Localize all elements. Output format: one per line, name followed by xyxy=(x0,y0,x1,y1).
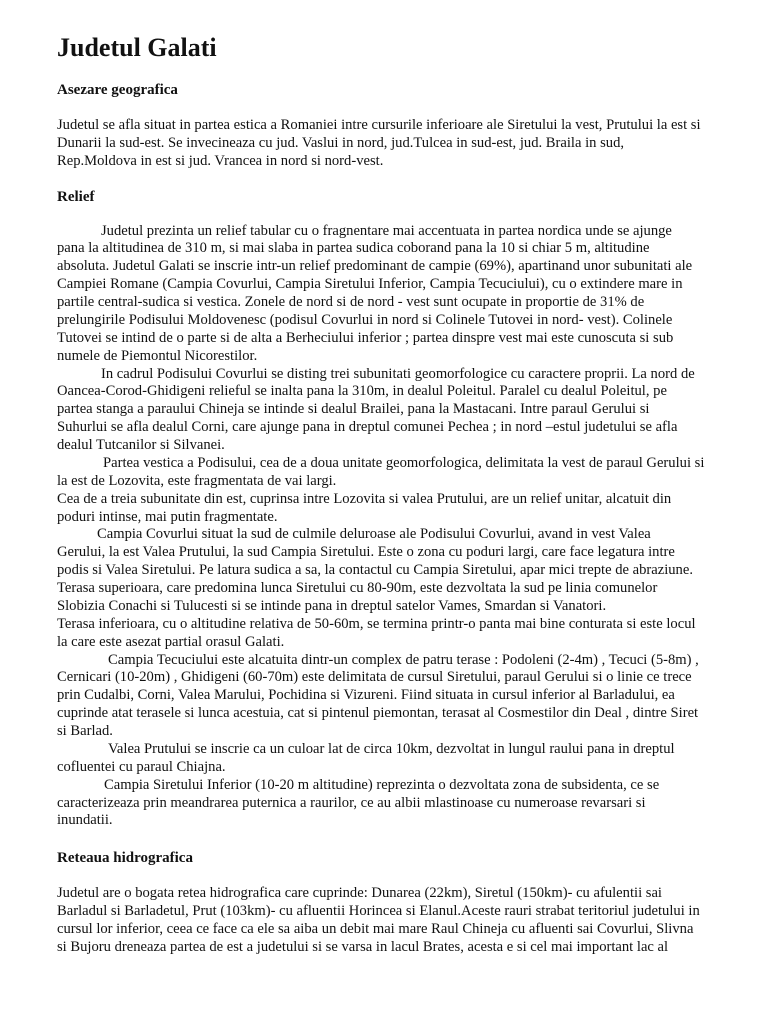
paragraph xyxy=(57,491,737,527)
text-line: prelungirile Podisului Moldovenesc (podisul Covurlui in nord si Colinele Tutovei in nord- vest). Colinele xyxy=(57,311,673,328)
text-line: podis si Valea Siretului. Pe latura sudica a sa, la contactul cu Campia Siretului, apar mici trepte de abraziune. xyxy=(57,562,693,579)
text-line: Cernicari (10-20m) , Ghidigeni (60-70m) este delimitata de cursul Siretului, paraul Gerului si o linie ce trece xyxy=(57,669,692,686)
document-title: Judetul Galati xyxy=(57,33,217,62)
text-line: Terasa superioara, care predomina lunca Siretului cu 80-90m, este dezvoltata la sud pe linia comunelor xyxy=(57,580,658,596)
text-line: prin Cudalbi, Corni, Valea Marului, Pochidina si Vizureni. Fiind situata in cursul inferior al Barladului, ea xyxy=(57,687,675,704)
text-line: Valea Prutului se inscrie ca un culoar lat de circa 10km, dezvoltat in lungul raului pana in dreptul xyxy=(108,740,675,757)
text-line: Campia Covurlui situat la sud de culmile deluroase ale Podisului Covurlui, avand in vest Valea xyxy=(97,526,651,543)
text-line: partea stanga a paraului Chineja se intinde si dealul Brailei, pana la Mastacani. Intre paraul Gerului si xyxy=(57,401,650,418)
text-line: Dunarii la sud-est. Se invecineaza cu jud. Vaslui in nord, jud.Tulcea in sud-est, jud. Braila in sud, xyxy=(57,134,625,151)
text-line: Judetul se afla situat in partea estica a Romaniei intre cursurile inferioare ale Siretului la vest, Prutului la est si xyxy=(57,116,701,133)
section-heading: Asezare geografica xyxy=(57,82,178,98)
paragraph xyxy=(57,455,737,491)
text-line: caracterizeaza prin meandrarea puternica a raurilor, ce au albii mlastinoase cu numeroase revarsari si xyxy=(57,794,646,811)
text-line: Campiei Romane (Campia Covurlui, Campia Siretului Inferior, Campia Tecuciului), cu o extindere mare in xyxy=(57,276,683,293)
text-line: Oancea-Corod-Ghidigeni relieful se inalta pana la 310m, in dealul Poleitul. Paralel cu dealul Poleitul, pe xyxy=(57,383,667,400)
paragraph xyxy=(57,777,737,831)
text-line: la est de Lozovita, este fragmentata de vai largi. xyxy=(57,472,337,489)
text-line: si Bujoru dreneaza partea de est a judetului si se varsa in lacul Brates, acesta e si cel mai important lac al xyxy=(57,938,669,955)
text-line: la care este asezat partial orasul Galati. xyxy=(57,633,285,650)
paragraph xyxy=(57,580,737,616)
paragraph xyxy=(57,652,737,741)
text-line: Campia Tecuciului este alcatuita dintr-un complex de patru terase : Podoleni (2-4m) , Tecuci (5-8m) , xyxy=(108,651,699,668)
text-line: inundatii. xyxy=(57,812,113,829)
text-line: poduri intinse, mai putin fragmentate. xyxy=(57,508,278,525)
paragraph xyxy=(57,526,737,580)
text-line: partile central-sudica si vestica. Zonele de nord si de nord - vest sunt ocupate in proportie de 31% de xyxy=(57,294,645,310)
text-line: Tutovei se intind de o parte si de alta a Berheciului inferior ; partea dinspre vest mai este cunoscuta si sub xyxy=(57,329,674,346)
paragraph xyxy=(57,116,737,170)
text-line: Slobizia Conachi si Tulucesti si se intinde pana in dreptul satelor Vames, Smardan si Vanatori. xyxy=(57,597,607,614)
text-line: absoluta. Judetul Galati se inscrie intr-un relief predominant de campie (69%), apartinand unor subunitati ale xyxy=(57,258,693,275)
text-line: Partea vestica a Podisului, cea de a doua unitate geomorfologica, delimitata la vest de paraul Gerului si xyxy=(103,454,705,471)
text-line: si Barlad. xyxy=(57,723,113,739)
section-heading: Reteaua hidrografica xyxy=(57,850,193,866)
document-section xyxy=(57,849,737,956)
text-line: In cadrul Podisului Covurlui se disting trei subunitati geomorfologice cu caractere proprii. La nord de xyxy=(101,365,695,382)
document-section xyxy=(57,188,737,830)
text-line: cursul lor inferior, ceea ce face ca ele sa aiba un debit mai mare Raul Chineja cu afluenti sai Covurlui, Slivna xyxy=(57,920,694,937)
paragraph xyxy=(57,366,737,455)
text-line: Judetul are o bogata retea hidrografica care cuprinde: Dunarea (22km), Siretul (150km)- cu afulentii sai xyxy=(57,884,662,901)
paragraph xyxy=(57,741,737,777)
text-line: numele de Piemontul Nicorestilor. xyxy=(57,347,258,364)
text-line: Gerului, la est Valea Prutului, la sud Campia Siretului. Este o zona cu poduri largi, care face legatura intre xyxy=(57,544,675,561)
text-line: cofluentei cu paraul Chiajna. xyxy=(57,758,226,775)
text-line: Suhurlui se afla dealul Corni, care ajunge pana in dreptul comunei Pechea ; in nord –estul judetului se afla xyxy=(57,419,678,436)
text-line: Cea de a treia subunitate din est, cuprinsa intre Lozovita si valea Prutului, are un relief unitar, alcatuit din xyxy=(57,490,672,507)
text-line: Judetul prezinta un relief tabular cu o fragnentare mai accentuata in partea nordica unde se ajunge xyxy=(101,222,672,239)
text-line: Terasa inferioara, cu o altitudine relativa de 50-60m, se termina printr-o panta mai bine conturata si este locul xyxy=(57,615,696,632)
text-line: cuprinde atat terasele si lunca acestuia, cat si pintenul piemontan, terasat al Cosmestilor din Deal , dintre Siret xyxy=(57,705,699,722)
text-line: Barladul si Barladetul, Prut (103km)- cu afluentii Horincea si Elanul.Aceste rauri strabat teritoriul judetului in xyxy=(57,902,700,919)
paragraph xyxy=(57,884,737,956)
text-line: pana la altitudinea de 310 m, si mai slaba in partea sudica coborand pana la 10 si chiar 5 m, altitudine xyxy=(57,240,650,257)
paragraph xyxy=(57,223,737,366)
section-heading: Relief xyxy=(57,189,95,205)
document-section xyxy=(57,81,737,170)
text-line: Campia Siretului Inferior (10-20 m altitudine) reprezinta o dezvoltata zona de subsidenta, ce se xyxy=(104,776,660,793)
text-line: dealul Tutcanilor si Silvanei. xyxy=(57,437,225,453)
paragraph xyxy=(57,616,737,652)
text-line: Rep.Moldova in est si jud. Vrancea in nord si nord-vest. xyxy=(57,152,384,169)
